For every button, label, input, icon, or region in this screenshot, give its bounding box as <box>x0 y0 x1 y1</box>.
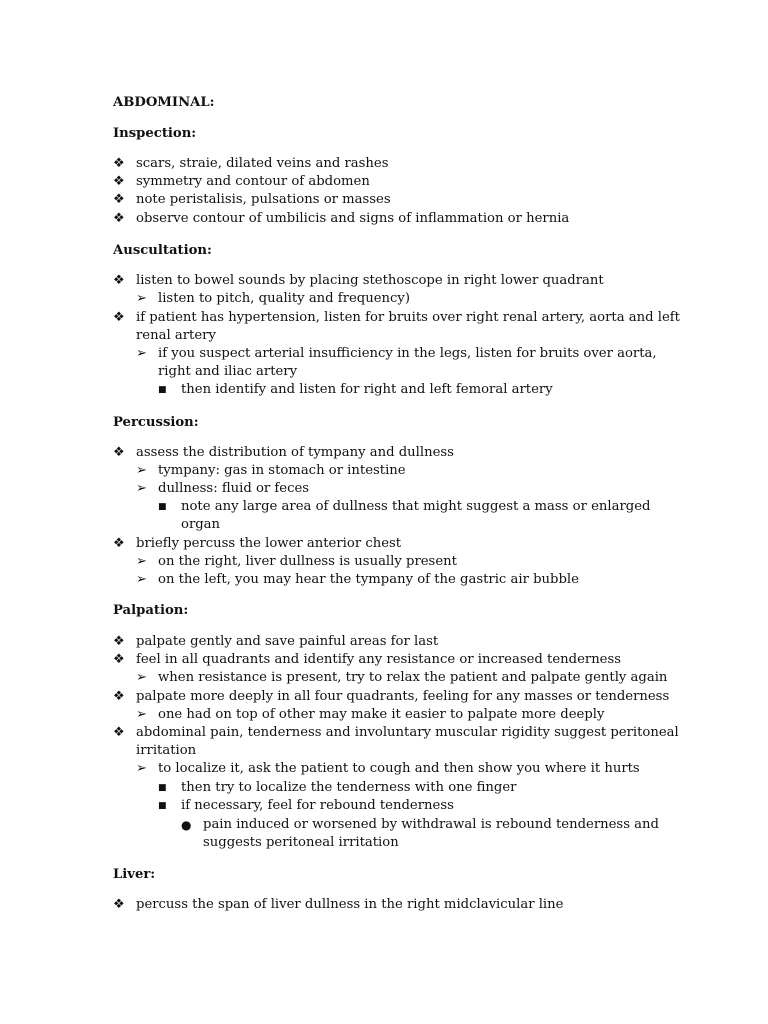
list-item: if you suspect arterial insufficiency in the legs, listen for bruits over aorta, <box>158 346 657 361</box>
list-item: if patient has hypertension, listen for bruits over right renal artery, aorta and left <box>136 310 680 325</box>
diamond-bullet-icon: ❖ <box>113 897 125 912</box>
diamond-bullet-icon: ❖ <box>113 174 125 189</box>
list-item: when resistance is present, try to relax the patient and palpate gently again <box>158 670 668 685</box>
list-item: listen to pitch, quality and frequency) <box>158 291 411 306</box>
square-bullet-icon: ■ <box>158 385 167 395</box>
document-title: ABDOMINAL: <box>113 95 215 110</box>
list-item-continuation: right and iliac artery <box>158 364 298 379</box>
diamond-bullet-icon: ❖ <box>113 211 125 226</box>
list-item: then try to localize the tenderness with one finger <box>181 780 517 795</box>
arrow-bullet-icon: ➢ <box>136 707 147 722</box>
list-item: abdominal pain, tenderness and involuntary muscular rigidity suggest peritoneal <box>136 725 679 740</box>
diamond-bullet-icon: ❖ <box>113 192 125 207</box>
list-item: briefly percuss the lower anterior chest <box>136 536 402 551</box>
list-item: one had on top of other may make it easier to palpate more deeply <box>158 707 605 722</box>
list-item: note any large area of dullness that might suggest a mass or enlarged <box>181 499 651 514</box>
list-item: observe contour of umbilicis and signs of inflammation or hernia <box>136 211 570 226</box>
heading-auscultation: Auscultation: <box>113 243 212 258</box>
arrow-bullet-icon: ➢ <box>136 346 147 361</box>
diamond-bullet-icon: ❖ <box>113 652 125 667</box>
list-item: dullness: fluid or feces <box>158 481 310 496</box>
diamond-bullet-icon: ❖ <box>113 273 125 288</box>
heading-liver: Liver: <box>113 867 156 882</box>
arrow-bullet-icon: ➢ <box>136 554 147 569</box>
list-item: then identify and listen for right and left femoral artery <box>181 382 553 397</box>
square-bullet-icon: ■ <box>158 801 167 811</box>
diamond-bullet-icon: ❖ <box>113 156 125 171</box>
list-item: note peristalisis, pulsations or masses <box>136 192 391 207</box>
arrow-bullet-icon: ➢ <box>136 481 147 496</box>
square-bullet-icon: ■ <box>158 502 167 512</box>
list-item: scars, straie, dilated veins and rashes <box>136 156 389 171</box>
arrow-bullet-icon: ➢ <box>136 572 147 587</box>
list-item: palpate more deeply in all four quadrants, feeling for any masses or tenderness <box>136 689 670 704</box>
list-item-continuation: organ <box>181 517 221 532</box>
square-bullet-icon: ■ <box>158 783 167 793</box>
list-item: on the left, you may hear the tympany of the gastric air bubble <box>158 572 579 587</box>
list-item: percuss the span of liver dullness in the right midclavicular line <box>136 897 564 912</box>
list-item: on the right, liver dullness is usually present <box>158 554 457 569</box>
list-item-continuation: suggests peritoneal irritation <box>203 835 399 850</box>
list-item: tympany: gas in stomach or intestine <box>158 463 406 478</box>
list-item: pain induced or worsened by withdrawal is rebound tenderness and <box>203 817 659 832</box>
heading-inspection: Inspection: <box>113 126 197 141</box>
list-item-continuation: renal artery <box>136 328 216 343</box>
list-item: palpate gently and save painful areas for last <box>136 634 439 649</box>
diamond-bullet-icon: ❖ <box>113 634 125 649</box>
arrow-bullet-icon: ➢ <box>136 463 147 478</box>
arrow-bullet-icon: ➢ <box>136 761 147 776</box>
diamond-bullet-icon: ❖ <box>113 536 125 551</box>
diamond-bullet-icon: ❖ <box>113 689 125 704</box>
list-item: symmetry and contour of abdomen <box>136 174 370 189</box>
heading-percussion: Percussion: <box>113 415 199 430</box>
list-item: if necessary, feel for rebound tenderness <box>181 798 454 813</box>
list-item: listen to bowel sounds by placing stethoscope in right lower quadrant <box>136 273 604 288</box>
list-item: assess the distribution of tympany and dullness <box>136 445 454 460</box>
list-item: to localize it, ask the patient to cough and then show you where it hurts <box>158 761 640 776</box>
arrow-bullet-icon: ➢ <box>136 670 147 685</box>
diamond-bullet-icon: ❖ <box>113 445 125 460</box>
heading-palpation: Palpation: <box>113 603 189 618</box>
list-item-continuation: irritation <box>136 743 197 758</box>
diamond-bullet-icon: ❖ <box>113 725 125 740</box>
arrow-bullet-icon: ➢ <box>136 291 147 306</box>
round-bullet-icon: ● <box>181 818 192 832</box>
list-item: feel in all quadrants and identify any resistance or increased tenderness <box>136 652 622 667</box>
diamond-bullet-icon: ❖ <box>113 310 125 325</box>
